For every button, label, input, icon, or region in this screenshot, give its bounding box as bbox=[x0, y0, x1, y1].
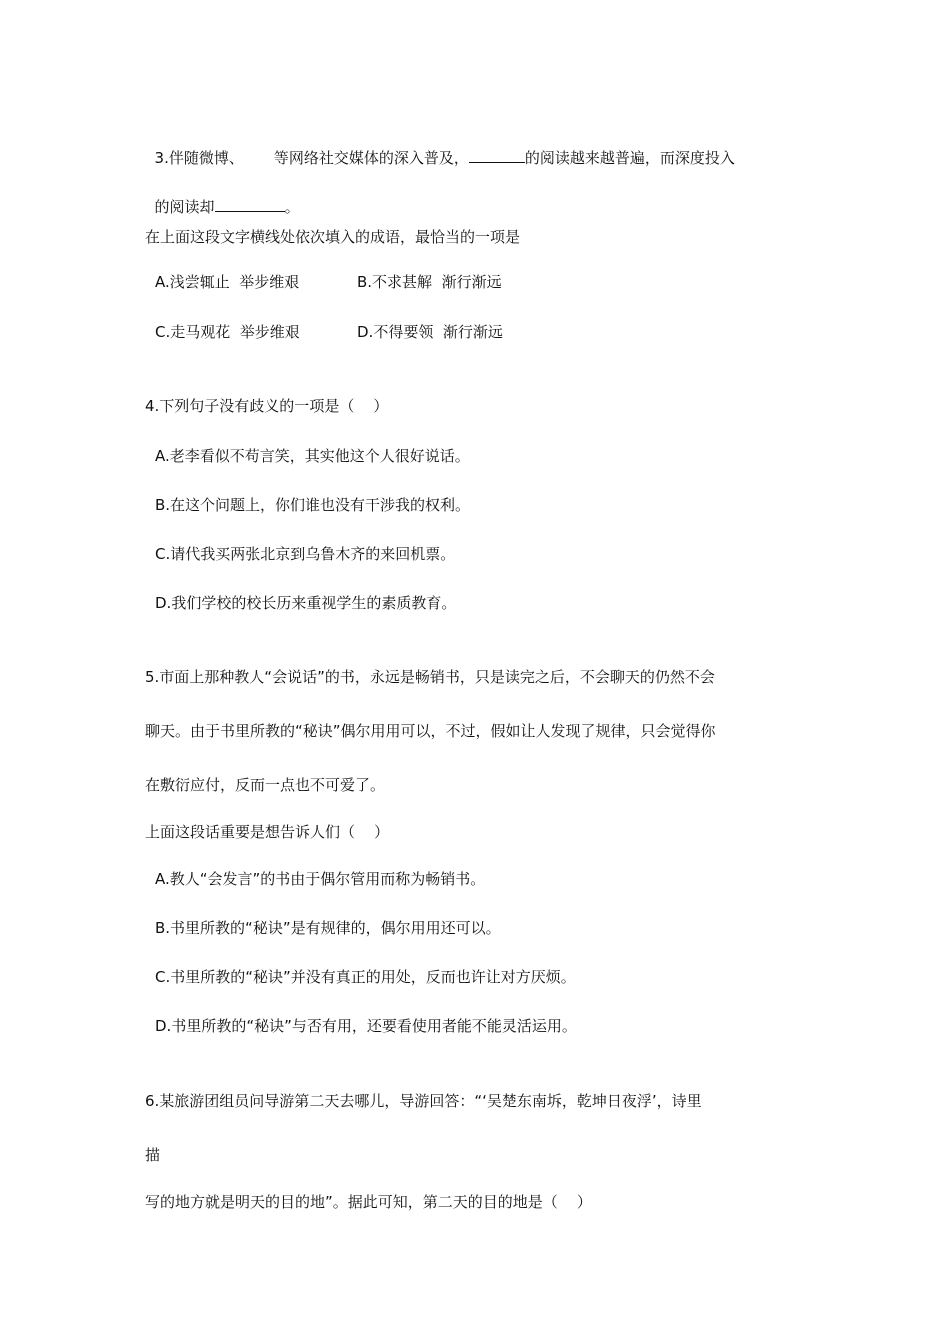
q5-passage-line3: 在敷衍应付，反而一点也不可爱了。 bbox=[145, 776, 386, 794]
q5-passage-line1: 5.市面上那种教人“会说话”的书，永远是畅销书，只是读完之后，不会聊天的仍然不会 bbox=[145, 668, 715, 686]
q6-passage-line3: 写的地方就是明天的目的地”。据此可知，第二天的目的地是（ ） bbox=[145, 1193, 592, 1211]
q3-stem-part2: 等网络社交媒体的深入普及， bbox=[273, 149, 469, 167]
q3-blank-1 bbox=[469, 148, 525, 163]
q3-option-b: B.不求甚解 渐行渐远 bbox=[357, 273, 502, 291]
q5-option-b: B.书里所教的“秘诀”是有规律的，偶尔用用还可以。 bbox=[155, 919, 501, 937]
q3-stem-line2 bbox=[145, 177, 300, 217]
q3-blank-2 bbox=[215, 197, 285, 212]
q6-passage-line2: 描 bbox=[145, 1146, 161, 1164]
q6-passage-line1: 6.某旅游团组员问导游第二天去哪儿，导游回答：“‘吴楚东南坼，乾坤日夜浮’，诗里 bbox=[145, 1092, 702, 1110]
q3-option-c: C.走马观花 举步维艰 bbox=[155, 323, 300, 341]
q3-stem-part5: 。 bbox=[284, 198, 300, 216]
q3-stem-part4: 的阅读却 bbox=[154, 198, 215, 216]
q5-option-d: D.书里所教的“秘诀”与否有用，还要看使用者能不能灵活运用。 bbox=[155, 1017, 577, 1035]
q5-passage-line2: 聊天。由于书里所教的“秘诀”偶尔用用可以，不过，假如让人发现了规律，只会觉得你 bbox=[145, 722, 716, 740]
q5-option-a: A.教人“会发言”的书由于偶尔管用而称为畅销书。 bbox=[155, 870, 486, 888]
q3-option-a: A.浅尝辄止 举步维艰 bbox=[155, 273, 300, 291]
q5-stem: 上面这段话重要是想告诉人们（ ） bbox=[145, 823, 390, 841]
q3-stem-part3: 的阅读越来越普遍，而深度投入 bbox=[524, 149, 735, 167]
q4-option-a: A.老李看似不苟言笑，其实他这个人很好说话。 bbox=[155, 447, 470, 465]
q3-stem-part1: 3.伴随微博、 bbox=[154, 149, 244, 167]
q4-stem: 4.下列句子没有歧义的一项是（ ） bbox=[145, 397, 389, 415]
q3-prompt: 在上面这段文字横线处依次填入的成语，最恰当的一项是 bbox=[145, 228, 521, 246]
q4-option-b: B.在这个问题上，你们谁也没有干涉我的权利。 bbox=[155, 496, 471, 514]
q3-stem-line1 bbox=[145, 128, 735, 168]
q5-option-c: C.书里所教的“秘诀”并没有真正的用处，反而也许让对方厌烦。 bbox=[155, 968, 576, 986]
q3-option-d: D.不得要领 渐行渐远 bbox=[357, 323, 503, 341]
q4-option-d: D.我们学校的校长历来重视学生的素质教育。 bbox=[155, 594, 457, 612]
q4-option-c: C.请代我买两张北京到乌鲁木齐的来回机票。 bbox=[155, 545, 456, 563]
